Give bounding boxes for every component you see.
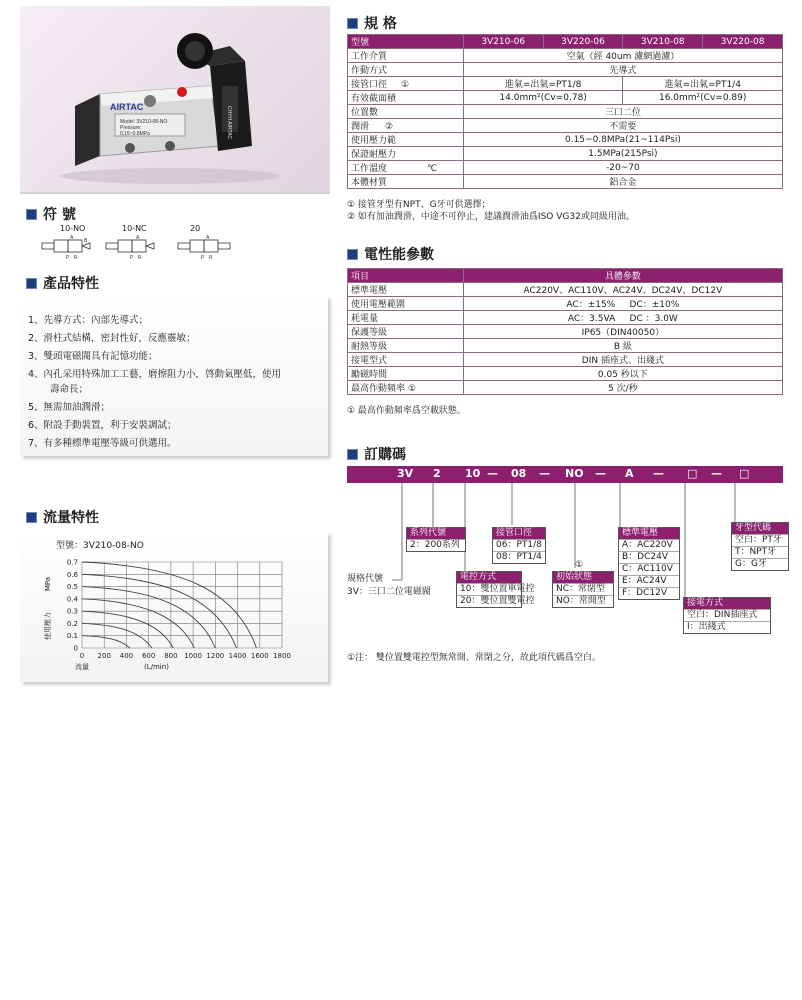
code-part: A	[625, 467, 634, 480]
port-r-label-3: R	[209, 255, 213, 261]
electric-row	[348, 339, 783, 353]
model-plate: Model: 3V210-08-NO	[120, 119, 168, 125]
order-port-title: 接管口徑	[493, 528, 545, 539]
order-connect-box	[683, 597, 771, 634]
spec-row	[348, 119, 783, 133]
electric-label: 耐熱等級	[348, 339, 464, 353]
port-a-label-1: A	[70, 235, 74, 241]
spec-note: ② 如有加油潤滑，中途不可停止，建議潤滑油爲ISO VG32或同級用油。	[347, 212, 635, 222]
order-port-row: 06：PT1/8	[493, 539, 545, 551]
pressure-range-plate: 0.15~0.8MPa	[120, 131, 150, 137]
symbol-label-10-nc: 10-NC	[122, 224, 147, 233]
y-axis-label: 使用壓力	[44, 612, 52, 640]
code-part: 3V	[397, 467, 414, 480]
spec-label: 使用壓力範	[348, 133, 464, 147]
solenoid-valve-illustration	[20, 6, 330, 192]
port-r-label-2: R	[138, 255, 142, 261]
order-connect-row: I：出綫式	[684, 621, 770, 633]
feature-item: 7、有多種標準電壓等級可供選用。	[28, 438, 177, 449]
y-tick-label: 0	[73, 644, 78, 653]
electric-heading	[347, 244, 434, 264]
spec-header-cell: 型號	[348, 35, 464, 49]
spec-label: 作動方式	[348, 63, 464, 77]
code-sep: —	[487, 467, 498, 480]
electric-label: 使用電壓範圍	[348, 297, 464, 311]
spec-label: 位置數	[348, 105, 464, 119]
order-initial-box	[552, 571, 614, 608]
code-sep: —	[595, 467, 606, 480]
spec-label: 潤滑	[351, 122, 370, 132]
order-connect-title: 接電方式	[684, 598, 770, 609]
code-sep: —	[653, 467, 664, 480]
spec-row	[348, 49, 783, 63]
order-initial-row: NO：常開型	[553, 595, 613, 607]
spec-row	[348, 161, 783, 175]
order-voltage-row: C：AC110V	[619, 563, 679, 575]
order-note: ①注： 雙位置雙電控型無常開、常閉之分，故此項代碼爲空白。	[347, 653, 601, 663]
port-p-label-3: P	[201, 255, 205, 261]
electric-header-row	[348, 269, 783, 283]
order-port-row: 08：PT1/4	[493, 551, 545, 563]
order-heading	[347, 444, 406, 464]
spec-value: 進氣=出氣=PT1/4	[623, 77, 783, 91]
spec-table	[347, 34, 783, 189]
feature-item: 5、無需加油潤滑；	[28, 402, 111, 413]
code-part: □	[739, 467, 750, 480]
product-photo	[20, 6, 330, 194]
order-connect-row: 空白：DIN插座式	[684, 609, 770, 621]
spec-row	[348, 133, 783, 147]
x-tick-label: 600	[141, 652, 156, 660]
spec-value: 不需要	[463, 119, 782, 133]
electric-row	[348, 381, 783, 395]
spec-header-cell: 3V220-08	[703, 35, 783, 49]
spec-header-row	[348, 35, 783, 49]
port-r-label-1: R	[74, 255, 78, 261]
spec-value: 三口二位	[463, 105, 782, 119]
x-tick-label: 1000	[184, 652, 203, 660]
electric-value: 5 次/秒	[463, 381, 782, 395]
order-series-row: 2：200系列	[407, 539, 465, 551]
electric-value: 0.05 秒以下	[463, 367, 782, 381]
port-a-label-2: A	[136, 235, 140, 241]
spec-row	[348, 77, 783, 91]
spec-row	[348, 175, 783, 189]
order-thread-title: 牙型代碼	[732, 523, 788, 534]
features-title: 產品特性	[43, 276, 99, 292]
x-unit-label: (L/min)	[144, 663, 169, 671]
order-control-box	[456, 571, 535, 608]
x-tick-label: 800	[164, 652, 178, 660]
feature-item: 2、滑柱式結構，密封性好，反應靈敏；	[28, 333, 196, 344]
spec-row	[348, 91, 783, 105]
y-tick-label: 0.3	[66, 607, 78, 616]
electric-note: ① 最高作動頻率爲空載狀態。	[347, 406, 466, 416]
order-series-title: 系列代號	[407, 528, 465, 539]
spec-row	[348, 63, 783, 77]
spec-row	[348, 147, 783, 161]
code-part: 2	[433, 467, 441, 480]
coil-label: CHYH AIRTAC	[226, 106, 232, 140]
square-bullet-icon	[347, 18, 358, 29]
brand-label: AIRTAC	[110, 102, 144, 112]
spec-label: 工作介質	[348, 49, 464, 63]
electric-title: 電性能參數	[364, 247, 434, 263]
spec-label-with-mark	[348, 161, 464, 175]
electric-label: 標準電壓	[348, 283, 464, 297]
order-voltage-box	[618, 527, 680, 600]
feature-item: 1、先導方式：內部先導式；	[28, 315, 149, 326]
electric-label: 最高作動頻率 ①	[348, 381, 464, 395]
order-series-box	[406, 527, 466, 552]
square-bullet-icon	[347, 249, 358, 260]
electric-table	[347, 268, 783, 395]
feature-item-cont: 壽命長；	[50, 384, 89, 395]
order-control-title: 電控方式	[457, 572, 521, 583]
y-tick-label: 0.2	[66, 619, 78, 628]
spec-mark: ①	[401, 80, 410, 90]
electric-value: AC：±15% DC：±10%	[463, 297, 782, 311]
order-model-code-row: 3V：三口二位電磁閥	[347, 587, 431, 597]
spec-label: 接管口徑	[351, 80, 388, 90]
port-p-label-2: P	[130, 255, 134, 261]
x-tick-label: 1800	[273, 652, 291, 660]
flow-title: 流量特性	[43, 510, 99, 526]
spec-label: 工作溫度	[351, 164, 388, 174]
spec-mark: ℃	[427, 164, 438, 174]
order-code-bar	[347, 466, 783, 483]
square-bullet-icon	[26, 278, 37, 289]
spec-label: 有效截面積	[348, 91, 464, 105]
x-tick-label: 400	[119, 652, 134, 660]
electric-row	[348, 311, 783, 325]
code-part: NO	[565, 467, 584, 480]
port-p-label-1: P	[66, 255, 70, 261]
symbols-heading	[26, 204, 76, 224]
electric-value: DIN 插座式、出綫式	[463, 353, 782, 367]
electric-label: 保護等級	[348, 325, 464, 339]
spec-label-with-mark	[348, 119, 464, 133]
code-part: 10	[465, 467, 481, 480]
y-tick-label: 0.6	[66, 570, 78, 579]
y-tick-label: 0.4	[66, 595, 78, 604]
spec-label-with-mark	[348, 77, 464, 91]
order-thread-box	[731, 522, 789, 571]
flow-curve-0.1	[82, 636, 130, 648]
flow-chart	[20, 532, 328, 682]
spec-value: 進氣=出氣=PT1/8	[463, 77, 623, 91]
order-thread-row: T：NPT牙	[732, 546, 788, 558]
order-voltage-title: 標準電壓	[619, 528, 679, 539]
port-a-label-3: A	[206, 235, 210, 241]
order-voltage-row: A：AC220V	[619, 539, 679, 551]
feature-item: 3、雙頭電磁閥具有記憶功能；	[28, 351, 158, 362]
symbol-label-20: 20	[190, 224, 201, 233]
spec-value: 0.15~0.8MPa(21~114Psi)	[463, 133, 782, 147]
order-control-row: 20：雙位置雙電控	[457, 595, 521, 607]
electric-row	[348, 367, 783, 381]
code-part: □	[687, 467, 698, 480]
electric-label: 勵磁時間	[348, 367, 464, 381]
symbols-title: 符 號	[43, 207, 76, 223]
spec-value: 16.0mm²(Cv=0.89)	[623, 91, 783, 105]
x-tick-label: 200	[97, 652, 111, 660]
electric-header-cell: 項目	[348, 269, 464, 283]
y-tick-label: 0.7	[66, 558, 78, 567]
flow-heading	[26, 507, 99, 527]
x-tick-label: 1200	[206, 652, 225, 660]
feature-item: 6、附設手動裝置，利于安裝調試；	[28, 420, 177, 431]
x-tick-label: 1600	[250, 652, 269, 660]
electric-value: B 級	[463, 339, 782, 353]
electric-row	[348, 353, 783, 367]
electric-row	[348, 297, 783, 311]
spec-title: 規 格	[364, 16, 397, 32]
spec-note: ① 接管牙型有NPT、G牙可供選擇；	[347, 200, 491, 210]
electric-row	[348, 283, 783, 297]
flow-curve-0.3	[82, 611, 173, 648]
order-initial-mark: ①	[575, 560, 584, 570]
order-port-box	[492, 527, 546, 564]
spec-heading	[347, 13, 397, 33]
spec-header-cell: 3V210-08	[623, 35, 703, 49]
spec-value: 鋁合金	[463, 175, 782, 189]
square-bullet-icon	[26, 512, 37, 523]
spec-label: 保證耐壓力	[348, 147, 464, 161]
order-control-row: 10：雙位置單電控	[457, 583, 521, 595]
electric-value: IP65（DIN40050）	[463, 325, 782, 339]
pressure-plate: Pressure:	[120, 125, 142, 131]
electric-row	[348, 325, 783, 339]
spec-header-cell: 3V210-06	[463, 35, 543, 49]
order-model-code-title: 規格代號	[347, 574, 384, 584]
spec-value: 空氣（經 40um 濾網過濾）	[463, 49, 782, 63]
spec-value: 14.0mm²(Cv=0.78)	[463, 91, 623, 105]
square-bullet-icon	[347, 449, 358, 460]
feature-item: 4、內孔采用特殊加工工藝，磨擦阻力小，啓動氣壓低，使用	[28, 369, 282, 380]
spec-row	[348, 105, 783, 119]
spec-mark: ②	[385, 122, 394, 132]
order-voltage-row: F：DC12V	[619, 587, 679, 599]
order-voltage-row: E：AC24V	[619, 575, 679, 587]
order-initial-title: 初始狀態	[553, 572, 613, 583]
y-unit-label: MPa	[44, 576, 52, 592]
y-tick-label: 0.1	[66, 632, 78, 641]
spec-label: 本體材質	[348, 175, 464, 189]
electric-label: 耗電量	[348, 311, 464, 325]
order-title: 訂購碼	[364, 447, 406, 463]
flow-model-label: 型號：3V210-08-NO	[56, 541, 144, 551]
spec-value: 1.5MPa(215Psi)	[463, 147, 782, 161]
electric-label: 接電型式	[348, 353, 464, 367]
spec-value: 先導式	[463, 63, 782, 77]
symbols-row	[40, 224, 240, 264]
square-bullet-icon	[26, 209, 37, 220]
electric-value: AC：3.5VA DC ：3.0W	[463, 311, 782, 325]
order-initial-row: NC：常閉型	[553, 583, 613, 595]
code-sep: —	[711, 467, 722, 480]
spec-header-cell: 3V220-06	[543, 35, 623, 49]
code-part: 08	[511, 467, 527, 480]
x-tick-label: 1400	[228, 652, 247, 660]
flow-panel	[20, 532, 328, 682]
port-b-label: B	[84, 238, 88, 244]
spec-value: -20~70	[463, 161, 782, 175]
order-thread-row: 空白：PT牙	[732, 534, 788, 546]
x-tick-label: 0	[79, 652, 85, 660]
order-voltage-row: B：DC24V	[619, 551, 679, 563]
electric-value: AC220V、AC110V、AC24V、DC24V、DC12V	[463, 283, 782, 297]
features-heading	[26, 273, 99, 293]
features-panel	[20, 296, 328, 456]
symbol-label-10-no: 10-NO	[60, 224, 86, 233]
valve-symbols-icon	[40, 234, 240, 264]
y-tick-label: 0.5	[66, 583, 78, 592]
order-thread-row: G：G牙	[732, 558, 788, 570]
electric-header-cell: 具體參數	[463, 269, 782, 283]
x-axis-label: 流量	[75, 663, 89, 671]
code-sep: —	[539, 467, 550, 480]
